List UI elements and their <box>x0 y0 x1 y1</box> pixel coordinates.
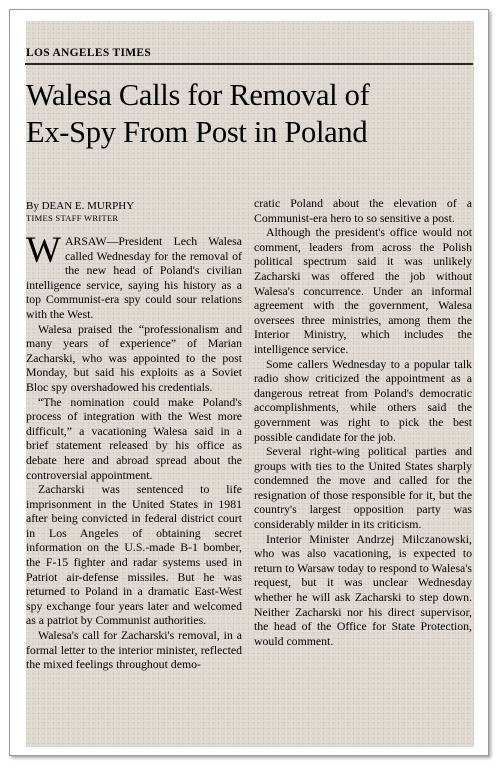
byline-author: By DEAN E. MURPHY <box>26 200 135 212</box>
paragraph: Walesa praised the “professionalism and many years of experience” of Marian Zacharski, who was appointed to the post Monday, but said his exploits as a Soviet Bloc spy overshadowed his credentials. <box>26 321 242 394</box>
byline-title: TIMES STAFF WRITER <box>26 213 119 223</box>
headline-line-1: Walesa Calls for Removal of <box>26 78 370 112</box>
paragraph: “The nomination could make Poland's process of integration with the West more difficult,” a vacationing Walesa said in a brief statement released by his office as debate here and abroad spread about the controversial appointment. <box>26 394 242 482</box>
paragraph: Several right-wing political parties and groups with ties to the United States sharply condemned the move and called for the resignation of those responsible for it, but the country's largest opposition party was considerably milder in its criticism. <box>254 444 472 532</box>
article-column-1 <box>26 230 242 672</box>
paragraph: Walesa's call for Zacharski's removal, in a formal letter to the interior minister, reflected the mixed feelings throughout demo- <box>26 628 242 672</box>
paragraph: Zacharski was sentenced to life imprisonment in the United States in 1981 after being convicted in federal district court in Los Angeles of obtaining secret information on the U.S.-made B-1 bomber, the F-15 fighter and radar systems used in Patriot air-defense missiles. But he was returned to Poland in a dramatic East-West spy exchange four years later and welcomed as a patriot by Communist authorities. <box>26 482 242 628</box>
headline <box>26 77 466 151</box>
paragraph: cratic Poland about the elevation of a Communist-era hero to so sensitive a post. <box>254 196 472 225</box>
byline <box>26 200 134 224</box>
paragraph <box>26 230 242 322</box>
headline-line-2: Ex-Spy From Post in Poland <box>26 115 368 149</box>
drop-cap: W <box>26 230 61 271</box>
paragraph-text: ARSAW—President Lech Walesa called Wednesday for the removal of the new head of Poland's civilian intelligence service, saying his history as a top Communist-era spy could sour relations with the West. <box>26 234 242 321</box>
paragraph: Some callers Wednesday to a popular talk radio show criticized the appointment as a dangerous retreat from Poland's democratic accomplishments, while others said the government was right to pick the best possible candidate for the job. <box>254 356 472 444</box>
publication-name: LOS ANGELES TIMES <box>26 47 152 59</box>
paragraph: Interior Minister Andrzej Milczanowski, who was also vacationing, is expected to return to Warsaw today to respond to Walesa's request, but it was unclear Wednesday whether he will ask Zacharski to step down. Neither Zacharski nor his direct supervisor, the head of the Office for State Protection, would comment. <box>254 531 472 648</box>
paragraph: Although the president's office would not comment, leaders from across the Polish political spectrum said it was unlikely Zacharski was offered the job without Walesa's concurrence. Under an informal agreement with the government, Walesa oversees three ministries, among them the Interior Ministry, which includes the intelligence service. <box>254 225 472 356</box>
article-column-2 <box>254 196 472 648</box>
masthead-rule <box>25 63 473 65</box>
